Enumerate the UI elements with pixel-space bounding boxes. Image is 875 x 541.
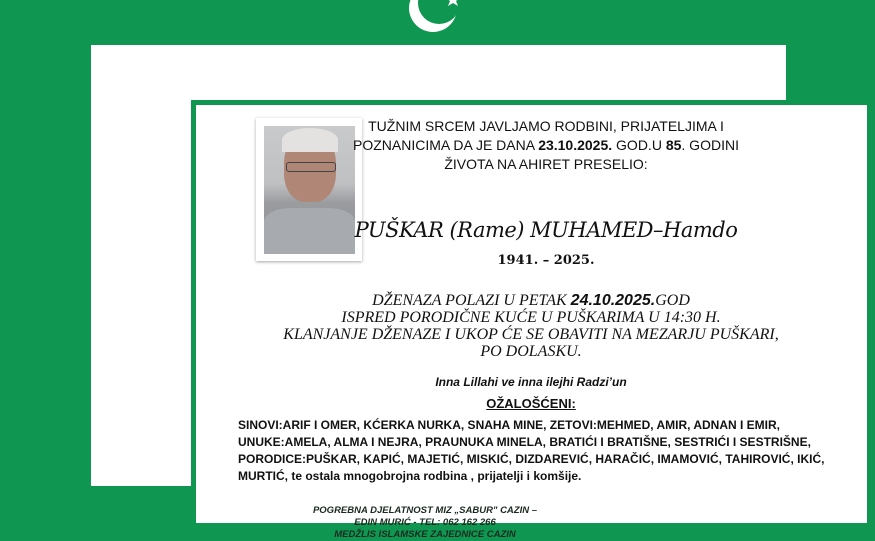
funeral-line: PO DOLASKU.: [480, 343, 582, 360]
footer-contact: EDIN MURIĆ - TEL: 062 162 266: [354, 517, 496, 528]
funeral-service-footer: [200, 505, 650, 541]
funeral-details: [216, 292, 846, 360]
announcement-intro: [346, 117, 746, 174]
mourners-title: OŽALOŠĆENI:: [486, 396, 576, 411]
mourners-list: SINOVI:ARIF I OMER, KĆERKA NURKA, SNAHA MINE, ZETOVI:MEHMED, AMIR, ADNAN I EMIR, UNUKE:AMELA, ALMA I NEJRA, PRAUNUKA MINELA, BRATIĆI I BRATIŠNE, SESTRIĆI I SESTRIŠNE, PORODICE:PUŠKAR, KAPIĆ, MAJETIĆ, MISKIĆ, DIZDAREVIĆ, HARAČIĆ, IMAMOVIĆ, TAHIROVIĆ, IKIĆ, MURTIĆ, te ostala mnogobrojna rodbina , prijatelji i komšije.: [238, 418, 825, 483]
crescent-star-icon: [405, 0, 465, 38]
notice-outer-frame: [91, 45, 825, 486]
funeral-line: ISPRED PORODIČNE KUĆE U PUŠKARIMA U 14:30 H.: [341, 309, 721, 326]
intro-line: POZNANICIMA DA JE DANA 23.10.2025. GOD.U 85. GODINI: [353, 137, 739, 153]
life-years: 1941. – 2025.: [497, 253, 595, 268]
portrait-photo: [264, 126, 355, 254]
death-date: 23.10.2025.: [538, 137, 613, 153]
intro-line: TUŽNIM SRCEM JAVLJAMO RODBINI, PRIJATELJIMA I: [368, 118, 724, 134]
funeral-date: 24.10.2025.: [570, 292, 656, 309]
age: 85: [665, 137, 682, 153]
funeral-line: KLANJANJE DŽENAZE I UKOP ĆE SE OBAVITI NA MEZARJU PUŠKARI,: [283, 326, 779, 343]
intro-line: ŽIVOTA NA AHIRET PRESELIO:: [444, 156, 648, 172]
notice-panel: [191, 100, 872, 528]
prayer-line: Inna Lillahi ve inna ilejhi Radzi’un: [435, 375, 627, 389]
deceased-name: PUŠKAR (Rame) MUHAMED–Hamdo: [354, 218, 738, 242]
funeral-line: DŽENAZA POLAZI U PETAK 24.10.2025.GOD: [372, 292, 690, 309]
footer-line: MEDŽLIS ISLAMSKE ZAJEDNICE CAZIN: [334, 529, 516, 540]
footer-line: POGREBNA DJELATNOST MIZ „SABUR" CAZIN –: [312, 505, 538, 516]
